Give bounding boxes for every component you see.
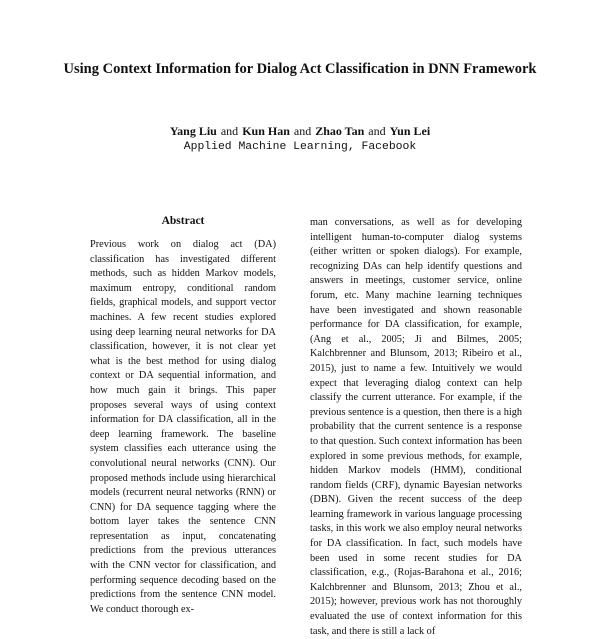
abstract-text: Previous work on dialog act (DA) classification has investigated different methods, such as hidden Markov models, maximum entropy, conditional random fields, graphical models, and support vector machines. A few recent studies explored using deep learning neural networks for DA classification, however, it is not clear yet what is the best method for using dialog context or DA sequential information, and how much gain it brings. This paper proposes several ways of using context information for DA classification, all in the deep learning framework. The baseline system classifies each utterance using the convolutional neural networks (CNN). Our proposed methods include using hierarchical models (recurrent neural networks (RNN) or CNN) for DA sequence tagging where the bottom layer takes the sentence CNN representation as input, concatenating predictions from the previous utterances with the CNN vector for classification, and performing sequence decoding based on the predictions from the sentence CNN model. We conduct thorough ex- [90, 239, 276, 615]
introduction-text: man conversations, as well as for developing intelligent human-to-computer dialog systems (either written or spoken dialogs). For example, recognizing DAs can help identify questions and answers in meetings, customer service, online forum, etc. Many machine learning techniques have been investigated and shown reasonable performance for DA classification, for example, (Ang et al., 2005; Ji and Bilmes, 2005; Kalchbrenner and Blunsom, 2013; Ribeiro et al., 2015), just to name a few. Intuitively we would expect that leveraging dialog context can help classify the current utterance. For example, if the previous sentence is a question, then there is a high probability that the current sentence is a response to that question. Such context information has been explored in some previous methods, for example, hidden Markov models (HMM), conditional random fields (CRF), dynamic Bayesian networks (DBN). Given the recent success of the deep learning framework in various language processing tasks, in this work we also employ neural networks for DA classification. In fact, such models have been used in some recent studies for DA classification, e.g., (Rojas-Barahona et al., 2016; Kalchbrenner and Blunsom, 2013; Zhou et al., 2015); however, previous work has not thoroughly evaluated the use of context information for this task, and there is still a lack of [310, 217, 522, 637]
author-separator: and [293, 124, 312, 138]
author-name: Zhao Tan [315, 124, 365, 138]
abstract-heading: Abstract [161, 215, 205, 227]
author-name: Yun Lei [389, 124, 431, 138]
author-affiliation: Applied Machine Learning, Facebook [183, 141, 417, 153]
author-name: Kun Han [242, 124, 290, 138]
author-separator: and [368, 124, 386, 138]
introduction-column [310, 216, 522, 639]
author-separator: and [220, 124, 239, 138]
author-list [60, 124, 540, 139]
paper-title: Using Context Information for Dialog Act Classification in DNN Framework [63, 61, 537, 77]
abstract-body [90, 238, 276, 617]
author-name: Yang Liu [169, 124, 217, 138]
